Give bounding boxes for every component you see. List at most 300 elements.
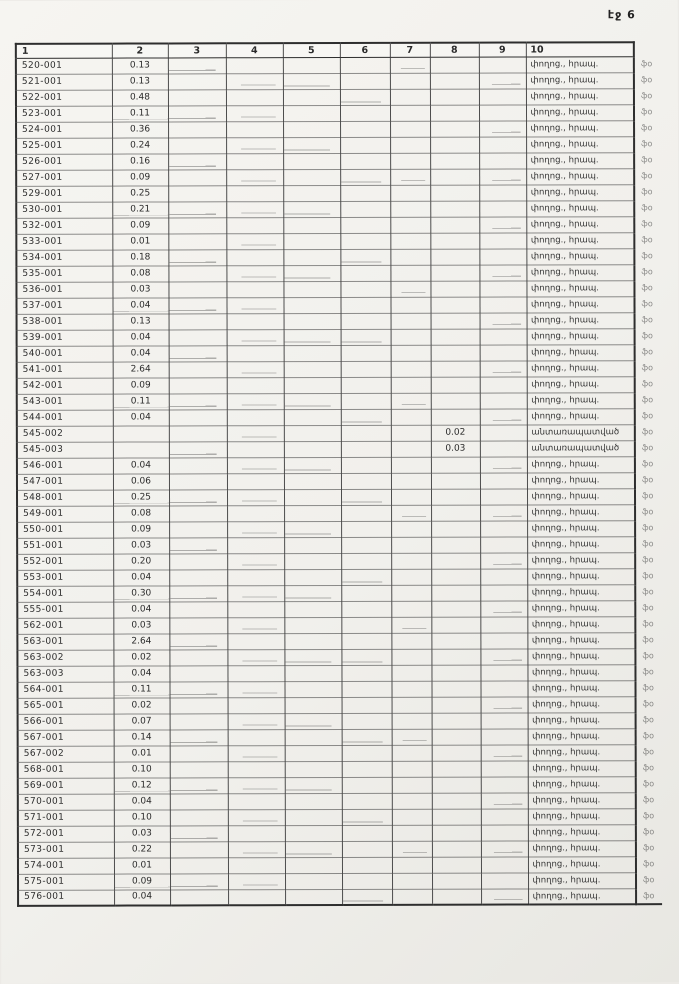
row-category-cell: փողոց., հրապ.	[528, 792, 636, 808]
empty-cell	[480, 473, 527, 489]
empty-cell	[169, 505, 227, 521]
empty-cell	[170, 841, 228, 857]
column-header-9: 9	[479, 43, 526, 57]
empty-cell	[392, 825, 432, 841]
row-area-cell: 0.18	[112, 249, 168, 265]
row-area-cell	[113, 441, 169, 457]
table-row	[18, 712, 662, 730]
row-edge-mark: ֆօ	[642, 779, 655, 789]
empty-cell	[168, 249, 226, 265]
col8-value-cell: 0.02	[431, 425, 480, 441]
empty-cell	[342, 761, 392, 777]
row-area-cell: 0.01	[114, 857, 170, 873]
empty-cell	[227, 489, 284, 505]
empty-cell	[479, 217, 526, 233]
empty-cell	[284, 473, 341, 489]
row-area-cell: 0.02	[114, 697, 170, 713]
column-header-4: 4	[226, 43, 283, 57]
table-row	[16, 104, 660, 122]
empty-cell	[284, 633, 341, 649]
empty-cell	[390, 89, 430, 105]
row-area-cell: 0.20	[113, 553, 169, 569]
empty-cell	[228, 761, 285, 777]
row-category-cell: փողոց., հրապ.	[526, 104, 634, 120]
row-area-cell: 0.04	[113, 345, 169, 361]
empty-cell	[285, 777, 342, 793]
row-edge-mark: ֆօ	[642, 683, 654, 693]
empty-cell	[481, 729, 528, 745]
empty-cell	[340, 217, 390, 233]
empty-cell	[228, 793, 285, 809]
col8-value-cell	[430, 249, 479, 265]
table-row	[16, 72, 660, 90]
empty-cell	[481, 857, 528, 873]
row-code-cell: 541-001	[17, 362, 113, 378]
empty-cell	[391, 521, 431, 537]
row-edge-mark: ֆօ	[642, 603, 654, 613]
empty-cell	[168, 201, 226, 217]
row-category-cell: փողոց., հրապ.	[527, 360, 635, 376]
row-category-cell: փողոց., հրապ.	[527, 392, 635, 408]
empty-cell	[169, 361, 227, 377]
row-edge-mark: ֆօ	[642, 843, 655, 853]
row-code-cell: 526-001	[16, 154, 112, 170]
row-category-cell: անտառապատված	[527, 440, 635, 456]
empty-cell	[340, 249, 390, 265]
empty-cell	[480, 329, 527, 345]
empty-cell	[391, 681, 431, 697]
empty-cell	[227, 473, 284, 489]
row-area-cell: 0.04	[113, 457, 169, 473]
row-area-cell: 2.64	[113, 633, 169, 649]
row-code-cell: 536-001	[16, 282, 112, 298]
col8-value-cell	[430, 121, 479, 137]
empty-cell	[391, 457, 431, 473]
row-category-cell: փողոց., հրապ.	[526, 72, 634, 88]
empty-cell	[283, 185, 340, 201]
empty-cell	[391, 537, 431, 553]
row-edge-mark: ֆօ	[641, 299, 653, 309]
empty-cell	[284, 489, 341, 505]
row-edge-mark: ֆօ	[636, 888, 662, 904]
row-area-cell: 0.21	[112, 201, 168, 217]
empty-cell	[169, 649, 227, 665]
empty-cell	[226, 89, 283, 105]
empty-cell	[340, 281, 390, 297]
empty-cell	[170, 777, 228, 793]
empty-cell	[341, 681, 391, 697]
empty-cell	[391, 473, 431, 489]
row-category-cell: փողոց., հրապ.	[528, 840, 636, 856]
row-code-cell: 568-001	[18, 762, 114, 778]
row-code-cell: 549-001	[17, 506, 113, 522]
table-row	[18, 696, 662, 714]
empty-cell	[170, 825, 228, 841]
empty-cell	[169, 473, 227, 489]
row-category-cell: փողոց., հրապ.	[526, 232, 634, 248]
empty-cell	[226, 281, 283, 297]
empty-cell	[391, 345, 431, 361]
row-category-cell: փողոց., հրապ.	[526, 264, 634, 280]
table-row	[18, 792, 662, 810]
row-edge-mark: ֆօ	[642, 507, 654, 517]
row-area-cell: 0.04	[113, 409, 169, 425]
row-category-cell: փողոց., հրապ.	[526, 184, 634, 200]
row-category-cell: փողոց., հրապ.	[528, 856, 636, 872]
empty-cell	[169, 553, 227, 569]
empty-cell	[340, 137, 390, 153]
row-code-cell: 552-001	[17, 554, 113, 570]
empty-cell	[227, 569, 284, 585]
empty-cell	[169, 617, 227, 633]
col8-value-cell	[431, 345, 480, 361]
table-row	[17, 312, 661, 330]
row-area-cell: 0.04	[113, 601, 169, 617]
row-category-cell: փողոց., հրապ.	[528, 888, 636, 904]
empty-cell	[228, 697, 285, 713]
row-edge-mark: ֆօ	[642, 667, 654, 677]
row-code-cell: 573-001	[18, 842, 114, 858]
empty-cell	[392, 841, 432, 857]
empty-cell	[340, 121, 390, 137]
row-code-cell: 562-001	[17, 618, 113, 634]
table-row	[16, 120, 660, 138]
empty-cell	[226, 185, 283, 201]
row-code-cell: 576-001	[18, 890, 114, 906]
row-area-cell: 0.09	[114, 873, 170, 889]
col8-value-cell	[432, 889, 481, 905]
empty-cell	[227, 601, 284, 617]
empty-cell	[169, 409, 227, 425]
table-row	[17, 600, 661, 618]
empty-cell	[392, 857, 432, 873]
row-area-cell: 0.04	[112, 297, 168, 313]
empty-cell	[480, 617, 527, 633]
row-edge-mark: ֆօ	[641, 427, 654, 437]
empty-cell	[227, 681, 284, 697]
col8-value-cell	[431, 633, 480, 649]
empty-cell	[340, 265, 390, 281]
empty-cell	[226, 169, 283, 185]
row-edge-mark: ֆօ	[641, 459, 654, 469]
empty-cell	[227, 313, 284, 329]
empty-cell	[340, 73, 390, 89]
empty-cell	[340, 105, 390, 121]
row-edge-mark: ֆօ	[641, 139, 653, 149]
row-edge-mark: ֆօ	[641, 411, 654, 421]
col8-value-cell	[431, 553, 480, 569]
empty-cell	[228, 857, 285, 873]
empty-cell	[283, 105, 340, 121]
col8-value-cell	[430, 57, 479, 73]
empty-cell	[479, 297, 526, 313]
row-category-cell: փողոց., հրապ.	[527, 648, 635, 664]
row-code-cell: 540-001	[17, 346, 113, 362]
empty-cell	[390, 169, 430, 185]
row-code-cell: 572-001	[18, 826, 114, 842]
empty-cell	[170, 713, 228, 729]
empty-cell	[391, 569, 431, 585]
table-row	[17, 664, 661, 682]
empty-cell	[227, 345, 284, 361]
empty-cell	[342, 777, 392, 793]
empty-cell	[285, 857, 342, 873]
empty-cell	[227, 457, 284, 473]
empty-cell	[481, 761, 528, 777]
row-category-cell: փողոց., հրապ.	[528, 808, 636, 824]
col8-value-cell	[432, 729, 481, 745]
empty-cell	[479, 249, 526, 265]
empty-cell	[340, 57, 390, 73]
row-category-cell: փողոց., հրապ.	[527, 616, 635, 632]
empty-cell	[391, 665, 431, 681]
empty-cell	[283, 169, 340, 185]
empty-cell	[284, 681, 341, 697]
empty-cell	[480, 505, 527, 521]
col8-value-cell	[431, 569, 480, 585]
empty-cell	[226, 105, 283, 121]
table-row	[17, 680, 661, 698]
row-code-cell: 569-001	[18, 778, 114, 794]
table-row	[16, 184, 660, 202]
col8-value-cell	[432, 697, 481, 713]
empty-cell	[285, 825, 342, 841]
empty-cell	[284, 505, 341, 521]
row-category-cell: փողոց., հրապ.	[528, 872, 636, 888]
empty-cell	[285, 761, 342, 777]
row-code-cell: 574-001	[18, 858, 114, 874]
row-edge-mark: ֆօ	[640, 59, 653, 69]
empty-cell	[341, 505, 391, 521]
empty-cell	[228, 825, 285, 841]
empty-cell	[340, 233, 390, 249]
row-area-cell: 0.25	[113, 489, 169, 505]
table-row	[17, 536, 661, 554]
row-code-cell: 537-001	[16, 298, 112, 314]
row-code-cell: 538-001	[17, 314, 113, 330]
row-area-cell: 0.13	[112, 73, 168, 89]
row-area-cell: 0.24	[112, 137, 168, 153]
table-row	[18, 760, 662, 778]
row-edge-mark: ֆօ	[640, 91, 653, 101]
row-code-cell: 563-001	[17, 634, 113, 650]
empty-cell	[392, 809, 432, 825]
row-category-cell: փողոց., հրապ.	[527, 600, 635, 616]
col8-value-cell	[431, 473, 480, 489]
empty-cell	[169, 441, 227, 457]
empty-cell	[480, 537, 527, 553]
empty-cell	[390, 105, 430, 121]
empty-cell	[392, 761, 432, 777]
row-area-cell: 0.10	[114, 761, 170, 777]
row-category-cell: փողոց., հրապ.	[526, 136, 634, 152]
row-edge-mark: ֆօ	[643, 875, 655, 885]
col8-value-cell	[431, 617, 480, 633]
table-row	[17, 568, 661, 586]
empty-cell	[390, 185, 430, 201]
row-area-cell: 0.08	[112, 265, 168, 281]
empty-cell	[340, 201, 390, 217]
row-category-cell: փողոց., հրապ.	[526, 200, 634, 216]
row-edge-mark: ֆօ	[641, 155, 653, 165]
empty-cell	[169, 665, 227, 681]
empty-cell	[390, 201, 430, 217]
row-area-cell: 0.02	[113, 649, 169, 665]
empty-cell	[170, 793, 228, 809]
empty-cell	[169, 585, 227, 601]
empty-cell	[479, 137, 526, 153]
empty-cell	[284, 393, 341, 409]
table-row	[18, 728, 662, 746]
row-category-cell: փողոց., հրապ.	[528, 696, 636, 712]
empty-cell	[390, 249, 430, 265]
empty-cell	[481, 873, 528, 889]
row-category-cell: փողոց., հրապ.	[528, 760, 636, 776]
empty-cell	[284, 345, 341, 361]
empty-cell	[479, 169, 526, 185]
row-category-cell: փողոց., հրապ.	[527, 680, 635, 696]
empty-cell	[284, 585, 341, 601]
empty-cell	[479, 281, 526, 297]
empty-cell	[227, 585, 284, 601]
row-category-cell: փողոց., հրապ.	[526, 88, 634, 104]
empty-cell	[226, 73, 283, 89]
column-header-10: 10	[526, 42, 634, 56]
header-edge-spacer	[634, 42, 660, 56]
empty-cell	[168, 121, 226, 137]
empty-cell	[479, 121, 526, 137]
column-header-6: 6	[340, 43, 390, 57]
empty-cell	[342, 793, 392, 809]
empty-cell	[284, 601, 341, 617]
empty-cell	[390, 233, 430, 249]
row-area-cell: 0.16	[112, 153, 168, 169]
empty-cell	[481, 825, 528, 841]
col8-value-cell	[431, 601, 480, 617]
empty-cell	[168, 185, 226, 201]
empty-cell	[480, 361, 527, 377]
empty-cell	[284, 425, 341, 441]
empty-cell	[341, 601, 391, 617]
empty-cell	[341, 425, 391, 441]
empty-cell	[285, 729, 342, 745]
row-code-cell: 529-001	[16, 186, 112, 202]
col8-value-cell	[431, 313, 480, 329]
empty-cell	[481, 777, 528, 793]
empty-cell	[168, 281, 226, 297]
empty-cell	[480, 665, 527, 681]
row-edge-mark: ֆօ	[640, 75, 653, 85]
empty-cell	[226, 233, 283, 249]
empty-cell	[392, 777, 432, 793]
col8-value-cell	[431, 665, 480, 681]
empty-cell	[341, 361, 391, 377]
empty-cell	[170, 873, 228, 889]
empty-cell	[169, 633, 227, 649]
empty-cell	[168, 217, 226, 233]
row-area-cell	[113, 425, 169, 441]
row-area-cell: 0.25	[112, 185, 168, 201]
row-code-cell: 522-001	[16, 90, 112, 106]
empty-cell	[480, 313, 527, 329]
empty-cell	[228, 809, 285, 825]
empty-cell	[391, 505, 431, 521]
empty-cell	[342, 873, 392, 889]
table-row	[18, 744, 662, 762]
row-edge-mark: ֆօ	[641, 315, 653, 325]
table-row	[18, 808, 662, 826]
row-area-cell: 0.04	[113, 329, 169, 345]
table-row	[17, 440, 661, 458]
empty-cell	[391, 601, 431, 617]
empty-cell	[227, 329, 284, 345]
empty-cell	[226, 201, 283, 217]
empty-cell	[169, 489, 227, 505]
empty-cell	[390, 137, 430, 153]
table-row	[17, 360, 661, 378]
row-area-cell: 0.22	[114, 841, 170, 857]
empty-cell	[341, 345, 391, 361]
empty-cell	[390, 57, 430, 73]
row-category-cell: փողոց., հրապ.	[527, 472, 635, 488]
row-category-cell: փողոց., հրապ.	[528, 728, 636, 744]
row-edge-mark: ֆօ	[642, 811, 655, 821]
row-edge-mark: ֆօ	[641, 443, 654, 453]
empty-cell	[228, 729, 285, 745]
row-edge-mark: ֆօ	[642, 795, 655, 805]
empty-cell	[341, 569, 391, 585]
empty-cell	[342, 745, 392, 761]
empty-cell	[169, 425, 227, 441]
table-row	[18, 840, 662, 858]
row-area-cell: 0.04	[113, 569, 169, 585]
row-code-cell: 527-001	[16, 170, 112, 186]
empty-cell	[283, 137, 340, 153]
empty-cell	[341, 409, 391, 425]
row-edge-mark: ֆօ	[641, 331, 653, 341]
empty-cell	[170, 697, 228, 713]
empty-cell	[342, 729, 392, 745]
empty-cell	[341, 665, 391, 681]
empty-cell	[392, 713, 432, 729]
empty-cell	[283, 265, 340, 281]
table-row	[17, 488, 661, 506]
empty-cell	[392, 729, 432, 745]
empty-cell	[342, 825, 392, 841]
empty-cell	[390, 265, 430, 281]
empty-cell	[226, 153, 283, 169]
row-category-cell: փողոց., հրապ.	[527, 408, 635, 424]
row-area-cell: 2.64	[113, 361, 169, 377]
table-row	[17, 472, 661, 490]
empty-cell	[480, 393, 527, 409]
table-row	[16, 152, 660, 170]
empty-cell	[481, 697, 528, 713]
table-row	[16, 264, 660, 282]
empty-cell	[226, 57, 283, 73]
table-row	[17, 424, 661, 442]
col8-value-cell	[431, 521, 480, 537]
row-area-cell: 0.09	[113, 377, 169, 393]
col8-value-cell	[432, 873, 481, 889]
col8-value-cell	[430, 105, 479, 121]
empty-cell	[391, 393, 431, 409]
empty-cell	[228, 889, 285, 905]
row-category-cell: փողոց., հրապ.	[527, 536, 635, 552]
empty-cell	[283, 201, 340, 217]
table-row	[16, 280, 660, 298]
empty-cell	[390, 73, 430, 89]
